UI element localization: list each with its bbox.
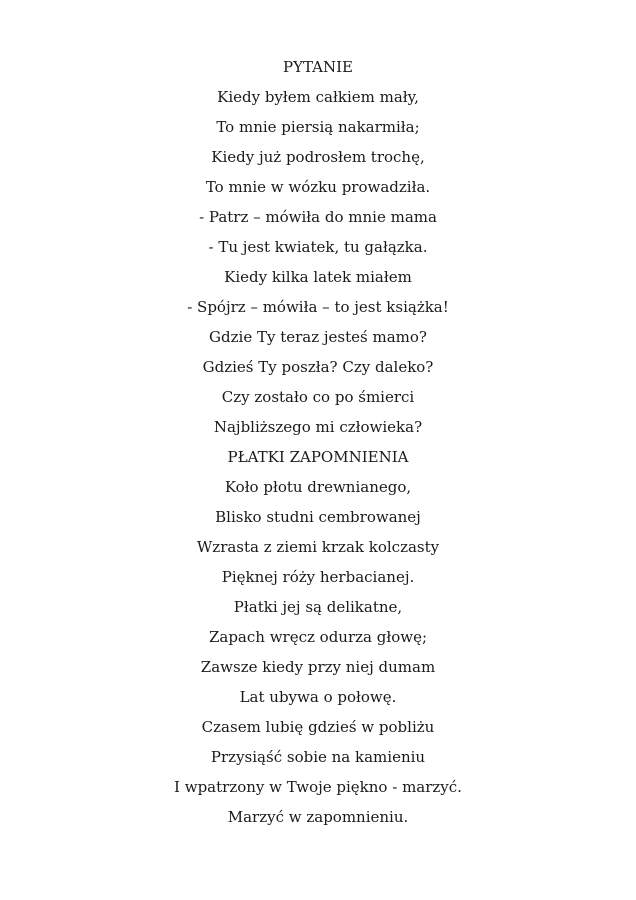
- poem-line: Blisko studni cembrowanej: [215, 508, 421, 526]
- poem-text: [0, 52, 636, 832]
- poem-line: Czasem lubię gdzieś w pobliżu: [201, 718, 435, 736]
- poem-line: Pięknej róży herbacianej.: [221, 568, 415, 586]
- poem-line: Koło płotu drewnianego,: [224, 478, 412, 496]
- poem-line: - Spójrz – mówiła – to jest książka!: [187, 298, 449, 316]
- poem-line: Zapach wręcz odurza głowę;: [208, 628, 428, 646]
- poem-line: Gdzieś Ty poszła? Czy daleko?: [202, 358, 434, 376]
- poem-line: Przysiąść sobie na kamieniu: [210, 748, 426, 766]
- poem-line: - Patrz – mówiła do mnie mama: [199, 208, 437, 226]
- poem-line: Marzyć w zapomnieniu.: [227, 808, 409, 826]
- poem-line: To mnie piersią nakarmiła;: [216, 118, 420, 136]
- poem-line: Płatki jej są delikatne,: [233, 598, 403, 616]
- poem-title: PŁATKI ZAPOMNIENIA: [227, 448, 409, 466]
- poem-title: PYTANIE: [282, 58, 353, 76]
- poem-line: Najbliższego mi człowieka?: [213, 418, 423, 436]
- poem-line: Lat ubywa o połowę.: [239, 688, 397, 706]
- poem-line: - Tu jest kwiatek, tu gałązka.: [208, 238, 428, 256]
- poem-line: Kiedy już podrosłem trochę,: [211, 148, 425, 166]
- poem-line: Zawsze kiedy przy niej dumam: [200, 658, 436, 676]
- poem-line: Kiedy byłem całkiem mały,: [217, 88, 419, 106]
- poem-line: I wpatrzony w Twoje piękno - marzyć.: [174, 778, 462, 796]
- poem-line: Czy zostało co po śmierci: [221, 388, 415, 406]
- poem-line: Kiedy kilka latek miałem: [224, 268, 412, 286]
- poem-line: Wzrasta z ziemi krzak kolczasty: [196, 538, 440, 556]
- poem-line: Gdzie Ty teraz jesteś mamo?: [209, 328, 427, 346]
- poem-line: To mnie w wózku prowadziła.: [205, 178, 431, 196]
